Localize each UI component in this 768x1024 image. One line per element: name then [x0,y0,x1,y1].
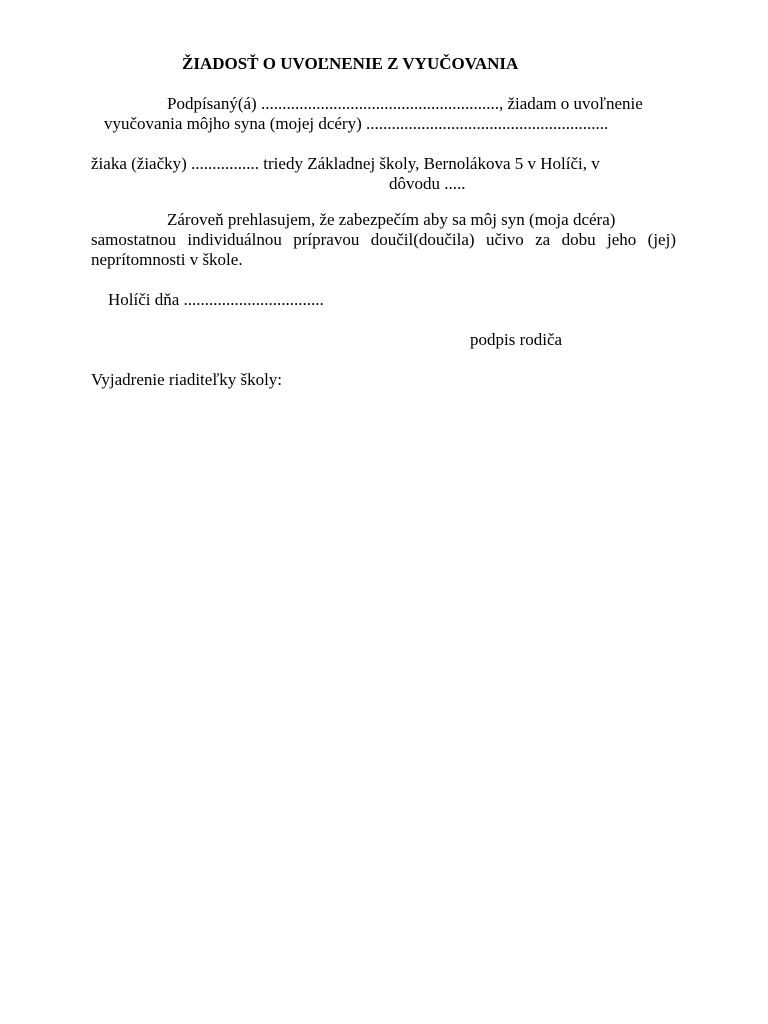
parent-signature-label: podpis rodiča [470,330,563,349]
child-line: vyučovania môjho syna (mojej dcéry) ......................................................... [104,114,609,133]
director-statement-label: Vyjadrenie riaditeľky školy: [91,370,283,389]
reason-line: dôvodu ..... [389,174,466,193]
pupil-class-line: žiaka (žiačky) ................ triedy Základnej školy, Bernolákova 5 v Holíči, v [91,154,600,173]
applicant-line: Podpísaný(á) ........................................................, žiadam o uvoľnenie [167,94,643,113]
declaration-line-1: Zároveň prehlasujem, že zabezpečím aby sa môj syn (moja dcéra) [167,210,616,229]
declaration-line-2: samostatnou individuálnou prípravou doučil(doučila) učivo za dobu jeho (jej) [91,230,676,249]
declaration-line-3: neprítomnosti v škole. [91,250,243,269]
place-date-line: Holíči dňa ................................. [108,290,324,309]
document-title: ŽIADOSŤ O UVOĽNENIE Z VYUČOVANIA [182,54,519,73]
